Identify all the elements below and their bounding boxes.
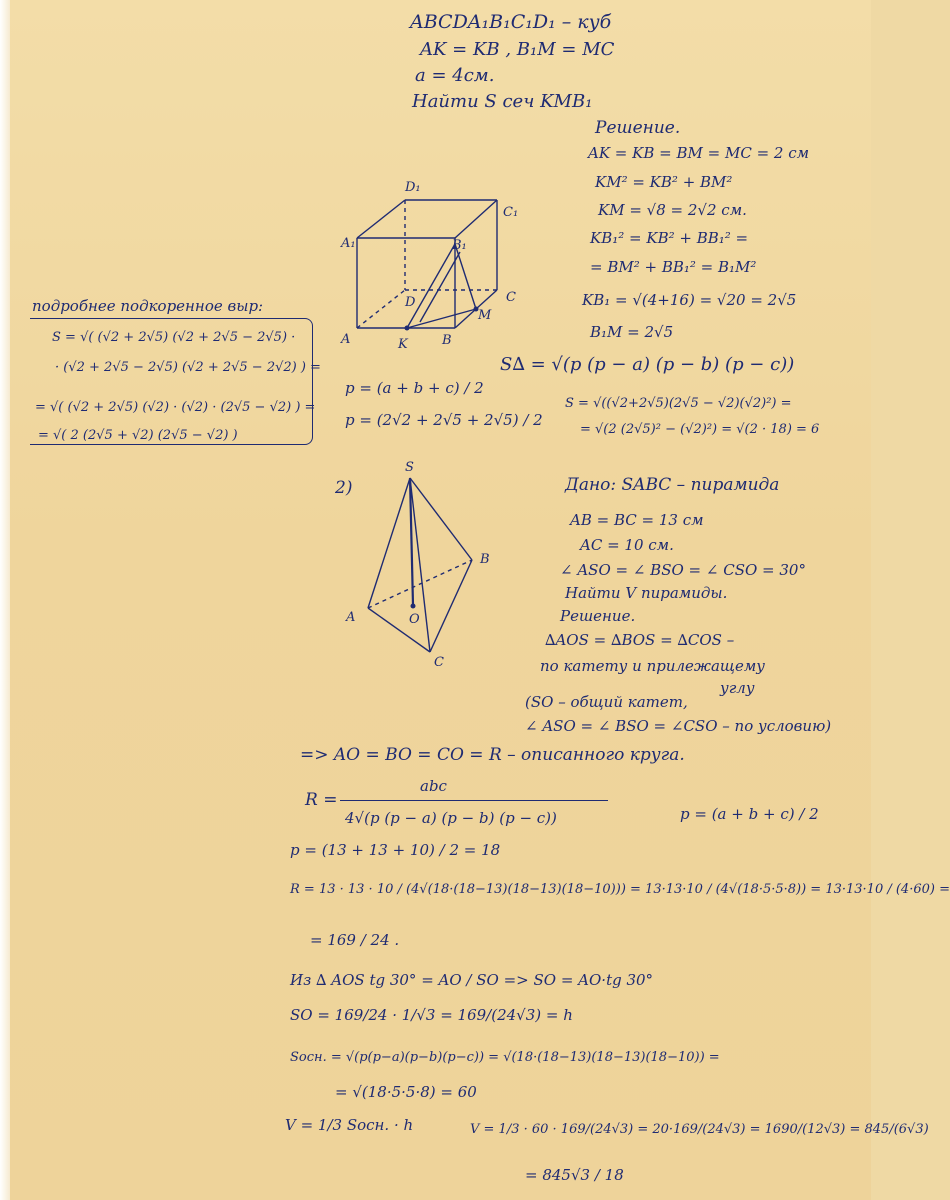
vertex-a-pyramid: A (346, 610, 356, 625)
find-area: Найти S сеч KMB₁ (412, 91, 593, 112)
vertex-a1: A₁ (341, 236, 356, 251)
semiperimeter-calc: p = (13 + 13 + 10) / 2 = 18 (290, 841, 501, 859)
area-result: = √(2 (2√5)² − (√2)²) = √(2 · 18) = 6 (580, 422, 820, 437)
problem-number: 2) (335, 478, 353, 498)
radius-value: = 169 / 24 . (310, 931, 400, 949)
apex-s: S (405, 460, 414, 475)
area-calc: S = √((√2+2√5)(2√5 − √2)(√2)²) = (565, 396, 792, 411)
vertex-b1: B₁ (452, 238, 467, 253)
semiperimeter-formula-2: p = (a + b + c) / 2 (680, 805, 819, 823)
solution-line: (SO – общий катет, (525, 693, 688, 711)
solution-line: KB₁² = KB² + BB₁² = (590, 229, 749, 247)
vertex-b: B (442, 333, 452, 348)
point-k: K (398, 337, 408, 352)
r-denominator: 4√(p (p − a) (p − b) (p − c)) (345, 809, 557, 827)
solution-line: KM² = KB² + BM² (595, 173, 733, 191)
vertex-c-pyramid: C (434, 655, 444, 670)
volume-result: = 845√3 / 18 (525, 1166, 624, 1184)
solution-title-1: Решение. (595, 118, 681, 138)
tangent-relation: Из ∆ AOS tg 30° = AO / SO => SO = AO·tg 30° (290, 971, 654, 989)
solution-line: AK = KB = BM = MC = 2 см (588, 144, 810, 162)
solution-line: углу (720, 679, 755, 697)
side-note-line: · (√2 + 2√5 − 2√5) (√2 + 2√5 − 2√2) ) = (55, 360, 321, 375)
r-label: R = (305, 790, 338, 810)
semiperimeter-value: p = (2√2 + 2√5 + 2√5) / 2 (345, 411, 543, 429)
vertex-b-pyramid: B (480, 552, 490, 567)
solution-line: по катету и прилежащему (540, 657, 765, 675)
given-line: AB = BC = 13 см (570, 511, 704, 529)
fraction-bar (340, 800, 608, 801)
radius-calc: R = 13 · 13 · 10 / (4√(18·(18−13)(18−13)(18−10))) = 13·13·10 / (4√(18·5·5·8)) = 13·13·10 / (4·60) = (290, 882, 950, 897)
semiperimeter-formula: p = (a + b + c) / 2 (345, 379, 484, 397)
given-line: AC = 10 см. (580, 536, 674, 554)
given-line: ∠ ASO = ∠ BSO = ∠ CSO = 30° (560, 561, 806, 579)
solution-title-2: Решение. (560, 607, 636, 625)
center-o: O (409, 612, 420, 627)
side-note-title: подробнее подкоренное выр: (32, 297, 264, 315)
r-numerator: abc (420, 777, 447, 795)
vertex-d1: D₁ (405, 180, 421, 195)
solution-line: ∠ ASO = ∠ BSO = ∠CSO – по условию) (525, 717, 832, 735)
given-pyramid: Дано: SABC – пирамида (565, 475, 780, 495)
vertex-c1: C₁ (503, 205, 519, 220)
vertex-d: D (405, 295, 416, 310)
side-note-line: = √( (√2 + 2√5) (√2) · (√2) · (2√5 − √2) ) = (35, 400, 316, 415)
solution-line: ∆AOS = ∆BOS = ∆COS – (545, 631, 735, 649)
volume-formula: V = 1/3 Sосн. · h (285, 1116, 414, 1134)
base-area-calc: Sосн. = √(p(p−a)(p−b)(p−c)) = √(18·(18−13)(18−13)(18−10)) = (290, 1050, 720, 1065)
solution-line: = BM² + BB₁² = B₁M² (590, 258, 757, 276)
base-area-value: = √(18·5·5·8) = 60 (335, 1083, 477, 1101)
height-calc: SO = 169/24 · 1/√3 = 169/(24√3) = h (290, 1006, 573, 1024)
find-volume: Найти V пирамиды. (565, 584, 728, 602)
side-note-line: = √( 2 (2√5 + √2) (2√5 − √2) ) (38, 428, 238, 443)
equal-radii-line: => AO = BO = CO = R – описанного круга. (300, 745, 685, 765)
point-m: M (478, 308, 492, 323)
side-note-line: S = √( (√2 + 2√5) (√2 + 2√5 − 2√5) · (52, 330, 296, 345)
solution-line: B₁M = 2√5 (590, 323, 674, 341)
vertex-c: C (506, 290, 516, 305)
heron-formula: S∆ = √(p (p − a) (p − b) (p − c)) (500, 354, 795, 375)
given-cube: ABCDA₁B₁C₁D₁ – куб (410, 11, 612, 33)
given-edge: a = 4см. (415, 65, 495, 86)
solution-line: KB₁ = √(4+16) = √20 = 2√5 (582, 291, 797, 309)
vertex-a: A (341, 332, 351, 347)
solution-line: KM = √8 = 2√2 см. (598, 201, 747, 219)
volume-calc: V = 1/3 · 60 · 169/(24√3) = 20·169/(24√3) = 1690/(12√3) = 845/(6√3) (470, 1122, 929, 1137)
given-midpoints: AK = KB , B₁M = MC (420, 39, 615, 60)
